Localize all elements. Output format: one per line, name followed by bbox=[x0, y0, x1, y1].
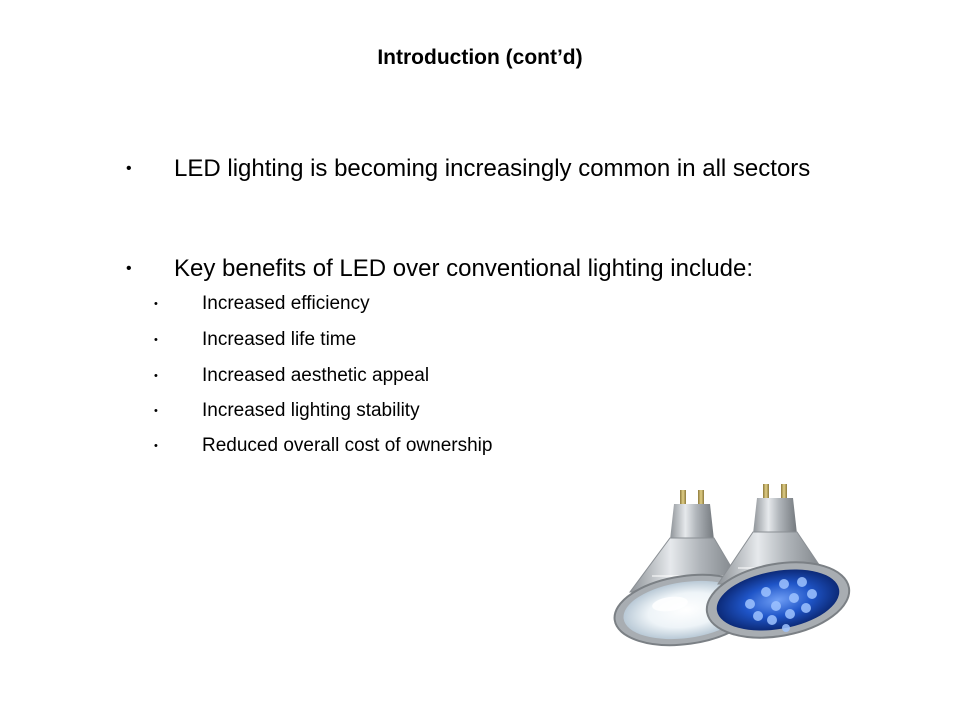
sub-bullet-text: Increased aesthetic appeal bbox=[202, 365, 430, 386]
sub-bullet-glyph: • bbox=[154, 298, 158, 310]
bullet-item bbox=[126, 254, 834, 284]
sub-bullet-glyph: • bbox=[154, 370, 158, 382]
sub-bullet-text: Reduced overall cost of ownership bbox=[202, 435, 493, 456]
sub-bullet-text: Increased life time bbox=[202, 329, 357, 350]
bullet-text: Key benefits of LED over conventional lighting include: bbox=[174, 255, 754, 282]
bullet-glyph: • bbox=[126, 160, 132, 177]
sub-bullet-text: Increased efficiency bbox=[202, 293, 370, 314]
sub-bullet-glyph: • bbox=[154, 405, 158, 417]
sub-bullet-item bbox=[154, 327, 702, 353]
sub-bullet-glyph: • bbox=[154, 440, 158, 452]
sub-bullet-glyph: • bbox=[154, 334, 158, 346]
sub-bullet-text: Increased lighting stability bbox=[202, 400, 420, 421]
led-bulbs-photo bbox=[600, 480, 870, 665]
slide-title: Introduction (cont’d) bbox=[377, 46, 583, 69]
sub-bullet-item bbox=[154, 291, 702, 317]
bullet-item bbox=[126, 154, 834, 184]
bullet-glyph: • bbox=[126, 260, 132, 277]
bullet-text: LED lighting is becoming increasingly common in all sectors bbox=[174, 155, 811, 182]
sub-bullet-item bbox=[154, 398, 702, 424]
sub-bullet-item bbox=[154, 433, 702, 459]
sub-bullet-item bbox=[154, 363, 702, 389]
